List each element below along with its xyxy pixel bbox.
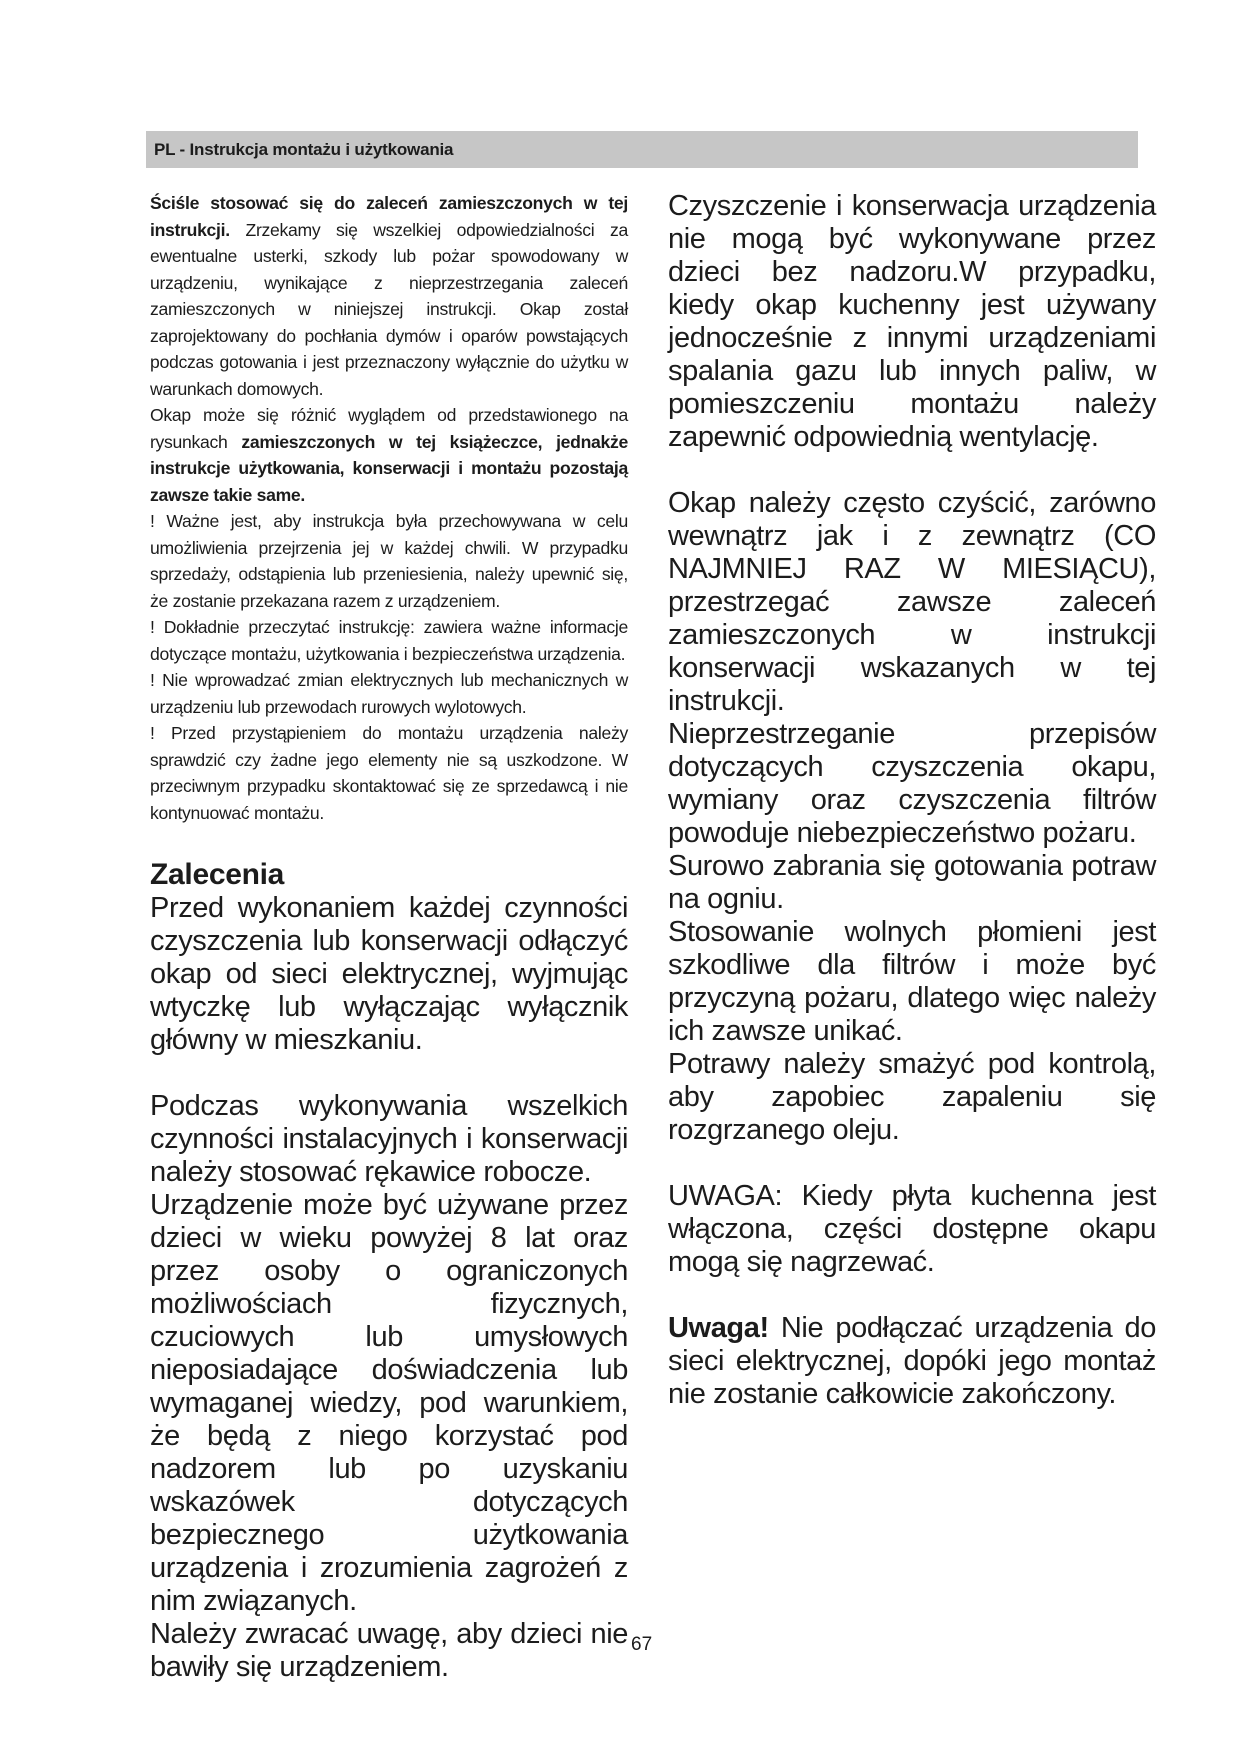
intro-text: Zrzekamy się wszelkiej odpowiedzialności za ewentualne usterki, szkody lub pożar spowodowany w urządzeniu, wynikające z nieprzestrzegania zaleceń zamieszczonych w niniejszej instrukcji. Okap został zaprojektowany do pochłania dymów i oparów powstających podczas gotowania i jest przeznaczony wyłącznie do użytku w warunkach domowych. [150, 219, 628, 399]
paragraph-warning-connect [668, 1312, 1156, 1411]
appearance-text: Okap może się różnić wyglądem od przedstawionego na rysunkach [150, 405, 628, 452]
paragraph-warning-hot: UWAGA: Kiedy płyta kuchenna jest włączona, części dostępne okapu mogą się nagrzewać. [668, 1180, 1156, 1278]
page-title: PL - Instrukcja montażu i użytkowania [154, 140, 454, 159]
page-number: 67 [631, 1634, 653, 1655]
right-column [668, 190, 1156, 1411]
left-column [150, 190, 628, 1684]
paragraph-children-use: Urządzenie może być używane przez dzieci w wieku powyżej 8 lat oraz przez osoby o ograniczonych możliwościach fizycznych, czuciowych lub umysłowych nieposiadające doświadczenia lub wymaganej wiedzy, pod warunkiem, że będą z niego korzystać pod nadzorem lub po uzyskaniu wskazówek dotyczących bezpiecznego użytkowania urządzenia i zrozumienia zagrożeń z nim związanych. [150, 1189, 628, 1617]
paragraph-no-flambe: Surowo zabrania się gotowania potraw na ogniu. [668, 850, 1156, 915]
paragraph-cleaning-children: Czyszczenie i konserwacja urządzenia nie mogą być wykonywane przez dzieci bez nadzoru.W przypadku, kiedy okap kuchenny jest używany jednocześnie z innymi urządzeniami spalania gazu lub innych paliw, w pomieszczeniu montażu należy zapewnić odpowiednią wentylację. [668, 190, 1156, 453]
paragraph-check-damage: ! Przed przystąpieniem do montażu urządzenia należy sprawdzić czy żadne jego elementy nie są uszkodzone. W przeciwnym przypadku skontaktować się ze sprzedawcą i nie kontynuować montażu. [150, 723, 628, 823]
header-bar [146, 131, 1138, 168]
paragraph-no-modifications: ! Nie wprowadzać zmian elektrycznych lub mechanicznych w urządzeniu lub przewodach rurowych wylotowych. [150, 670, 628, 717]
section-heading: Zalecenia [150, 858, 285, 891]
paragraph-frying: Potrawy należy smażyć pod kontrolą, aby zapobiec zapaleniu się rozgrzanego oleju. [668, 1048, 1156, 1146]
paragraph-keep-manual: ! Ważne jest, aby instrukcja była przechowywana w celu umożliwienia przejrzenia jej w każdej chwili. W przypadku sprzedaży, odstąpienia lub przeniesienia, należy upewnić się, że zostanie przekazana razem z urządzeniem. [150, 511, 628, 611]
paragraph-clean-often: Okap należy często czyścić, zarówno wewnątrz jak i z zewnątrz (CO NAJMNIEJ RAZ W MIESIĄCU), przestrzegać zawsze zaleceń zamieszczonych w instrukcji konserwacji wskazanych w tej instrukcji. [668, 487, 1156, 717]
warning-text: Nie podłączać urządzenia do sieci elektrycznej, dopóki jego montaż nie zostanie całkowicie zakończony. [668, 1312, 1156, 1410]
paragraph-disconnect: Przed wykonaniem każdej czynności czyszczenia lub konserwacji odłączyć okap od sieci elektrycznej, wyjmując wtyczkę lub wyłączając wyłącznik główny w mieszkaniu. [150, 892, 628, 1056]
paragraph-appearance [150, 402, 628, 508]
paragraph-read-manual: ! Dokładnie przeczytać instrukcję: zawiera ważne informacje dotyczące montażu, użytkowania i bezpieczeństwa urządzenia. [150, 617, 628, 664]
paragraph-open-flames: Stosowanie wolnych płomieni jest szkodliwe dla filtrów i może być przyczyną pożaru, dlatego więc należy ich zawsze unikać. [668, 916, 1156, 1047]
paragraph-children-play: Należy zwracać uwagę, aby dzieci nie bawiły się urządzeniem. [150, 1618, 628, 1683]
appearance-bold: zamieszczonych w tej książeczce, jednakże instrukcje użytkowania, konserwacji i montażu pozostają zawsze takie same. [150, 431, 628, 505]
warning-bold: Uwaga! [668, 1312, 769, 1344]
paragraph-gloves: Podczas wykonywania wszelkich czynności instalacyjnych i konserwacji należy stosować rękawice robocze. [150, 1090, 628, 1188]
paragraph-fire-risk: Nieprzestrzeganie przepisów dotyczących czyszczenia okapu, wymiany oraz czyszczenia filtrów powoduje niebezpieczeństwo pożaru. [668, 718, 1156, 849]
intro-bold: Ściśle stosować się do zaleceń zamieszczonych w tej instrukcji. [150, 193, 628, 240]
paragraph-intro [150, 190, 628, 402]
